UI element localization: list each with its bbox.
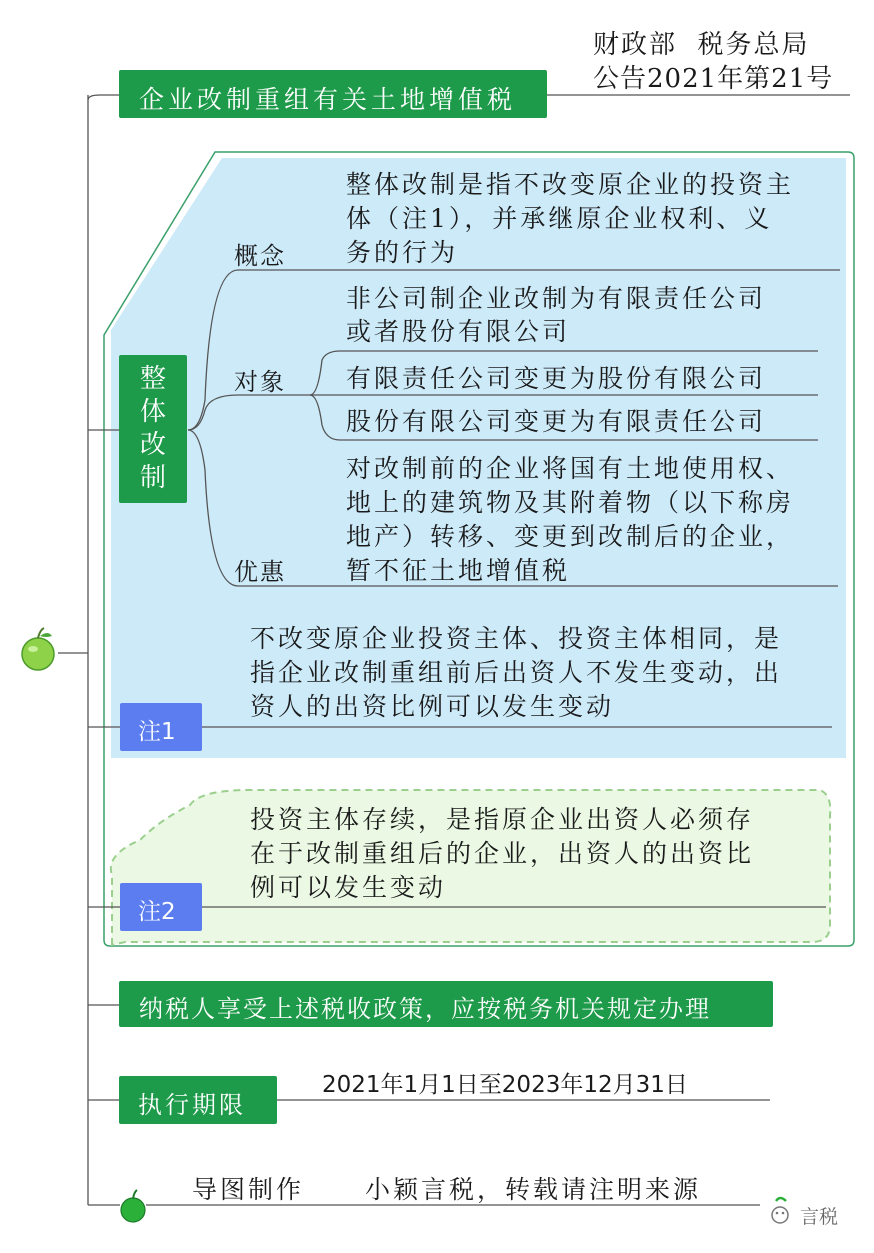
concept-label: 概念	[234, 242, 286, 270]
period-node[interactable]	[119, 1076, 277, 1124]
requirement-node[interactable]	[119, 981, 773, 1027]
title-text: 企业改制重组有关土地增值税	[139, 85, 517, 114]
watermark-logo	[772, 1198, 788, 1223]
target-item-3: 股份有限公司变更为有限责任公司	[346, 407, 767, 436]
credit-value: 小颖言税，转载请注明来源	[365, 1175, 702, 1204]
target-item-1: 非公司制企业改制为有限责任公司 或者股份有限公司	[346, 284, 767, 346]
note2-label: 注2	[138, 899, 176, 925]
note2-text: 投资主体存续，是指原企业出资人必须存 在于改制重组后的企业，出资人的出资比 例可以发生变动	[250, 805, 755, 902]
benefit-text: 对改制前的企业将国有土地使用权、 地上的建筑物及其附着物（以下称房 地产）转移、变更到改制后的企业， 暂不征土地增值税	[346, 454, 795, 585]
period-label: 执行期限	[138, 1091, 246, 1119]
target-label: 对象	[234, 368, 286, 396]
note1-label: 注1	[138, 719, 176, 745]
issuer-line1: 财政部 税务总局	[593, 30, 810, 60]
issuer-line2: 公告2021年第21号	[593, 64, 834, 94]
title-box[interactable]	[119, 70, 547, 118]
whole-reform-label: 整体改制	[139, 364, 166, 493]
concept-text: 整体改制是指不改变原企业的投资主 体（注1），并承继原企业权利、义 务的行为	[346, 170, 795, 267]
apple-icon	[22, 628, 54, 670]
target-item-2: 有限责任公司变更为股份有限公司	[346, 364, 767, 393]
whole-reform-node[interactable]	[119, 355, 187, 503]
benefit-label: 优惠	[234, 558, 286, 586]
credit-label: 导图制作	[192, 1175, 305, 1204]
apple-icon-bottom	[121, 1190, 145, 1222]
note1-text: 不改变原企业投资主体、投资主体相同，是 指企业改制重组前后出资人不发生变动，出 资人的出资比例可以发生变动	[250, 624, 783, 721]
note2-node[interactable]	[120, 883, 202, 931]
period-value: 2021年1月1日至2023年12月31日	[322, 1072, 688, 1098]
requirement-text: 纳税人享受上述税收政策，应按税务机关规定办理	[139, 995, 711, 1023]
note1-node[interactable]	[120, 703, 202, 751]
watermark-text: 言税	[800, 1206, 839, 1228]
